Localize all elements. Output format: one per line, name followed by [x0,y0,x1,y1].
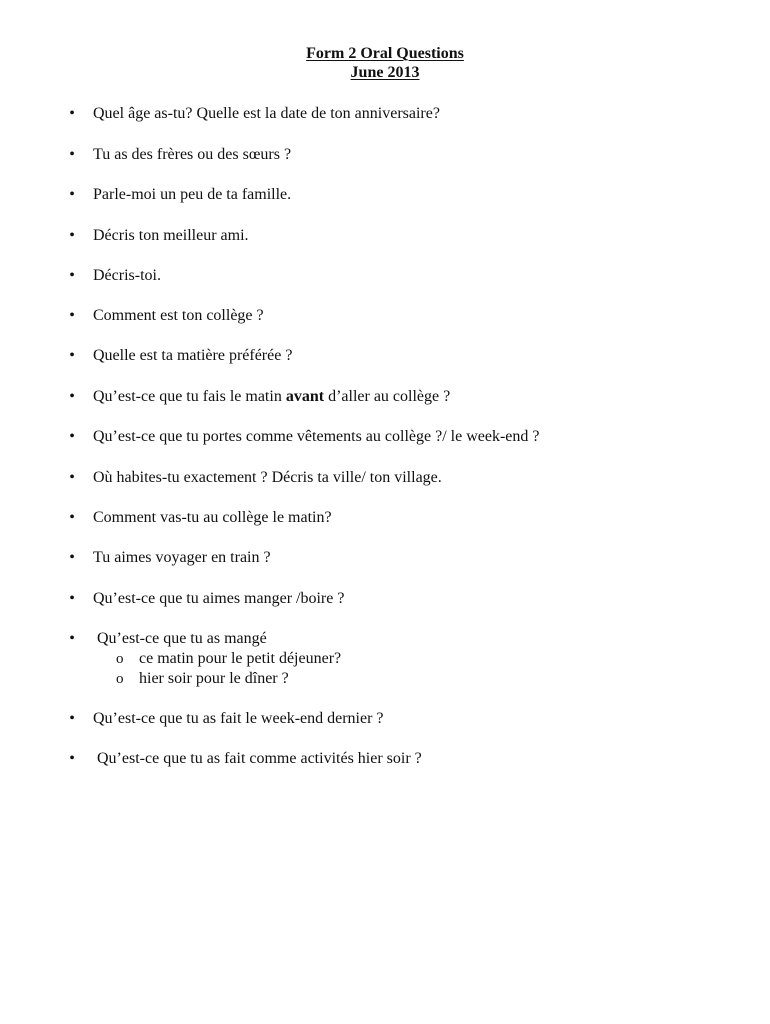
bullet-icon: • [69,105,75,122]
bullet-icon: • [69,750,75,767]
question-text: Tu as des frères ou des sœurs ? [93,146,292,163]
question-text: Décris ton meilleur ami. [93,227,249,244]
question-text: Parle-moi un peu de ta famille. [93,186,292,203]
question-text: Où habites-tu exactement ? Décris ta ville/ ton village. [93,469,442,486]
question-text: Comment est ton collège ? [93,307,264,324]
question-text: Qu’est-ce que tu as fait le week-end dernier ? [93,710,384,727]
question-text: Qu’est-ce que tu as mangé [97,630,267,647]
bullet-icon: • [69,469,75,486]
question-text-part: d’aller au collège ? [324,388,451,405]
circle-bullet-icon: o [116,651,124,667]
question-text: Qu’est-ce que tu portes comme vêtements au collège ?/ le week-end ? [93,428,540,445]
question-text: Qu’est-ce que tu aimes manger /boire ? [93,590,345,607]
question-text-part: Qu’est-ce que tu fais le matin [93,388,286,405]
sub-question-text: ce matin pour le petit déjeuner? [139,650,342,667]
question-text: Comment vas-tu au collège le matin? [93,509,332,526]
bullet-icon: • [69,267,75,284]
bullet-icon: • [69,509,75,526]
title-line-1: Form 2 Oral Questions [306,45,464,62]
title-line-2: June 2013 [350,64,420,81]
question-text: Quelle est ta matière préférée ? [93,347,293,364]
bullet-icon: • [69,347,75,364]
question-text [93,387,450,407]
emphasis-word: avant [285,388,325,405]
bullet-icon: • [69,227,75,244]
question-text: Qu’est-ce que tu as fait comme activités hier soir ? [97,750,422,767]
question-text: Quel âge as-tu? Quelle est la date de ton anniversaire? [93,105,440,122]
bullet-icon: • [69,388,75,405]
question-text: Tu aimes voyager en train ? [93,549,271,566]
bullet-icon: • [69,428,75,445]
bullet-icon: • [69,549,75,566]
bullet-icon: • [69,146,75,163]
bullet-icon: • [69,710,75,727]
bullet-icon: • [69,186,75,203]
sub-question-text: hier soir pour le dîner ? [139,670,289,687]
circle-bullet-icon: o [116,671,124,687]
bullet-icon: • [69,590,75,607]
question-text: Décris-toi. [93,267,161,284]
bullet-icon: • [69,630,75,647]
bullet-icon: • [69,307,75,324]
